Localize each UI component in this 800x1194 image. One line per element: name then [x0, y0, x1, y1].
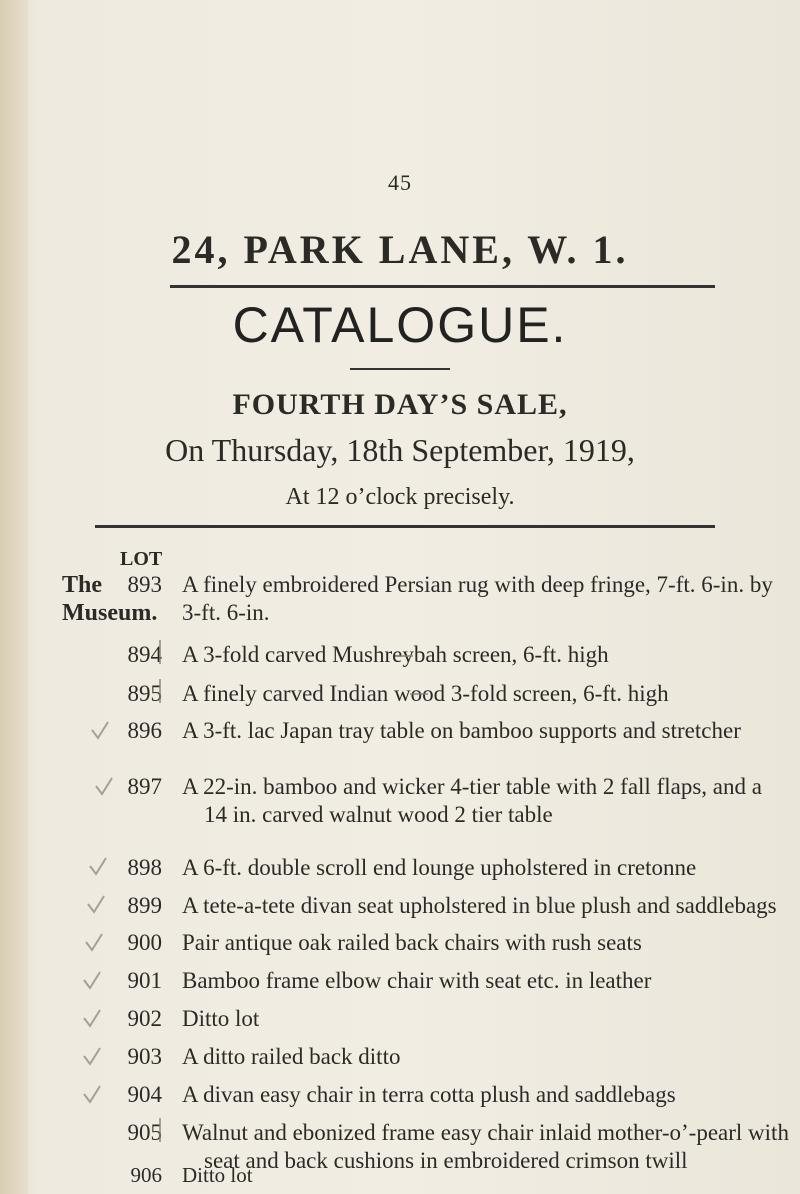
sale-address: 24, PARK LANE, W. 1.	[171, 227, 629, 272]
lot-number: 895	[127, 681, 162, 706]
pencil-tick	[88, 896, 104, 912]
lot-column-heading: LOT	[120, 548, 163, 570]
sale-title: FOURTH DAY’S SALE,	[232, 388, 568, 421]
pencil-tick	[84, 972, 100, 988]
lot-description: Bamboo frame elbow chair with seat etc. in leather	[182, 968, 652, 993]
lot-number: 905	[127, 1120, 162, 1145]
lot-description-cont: seat and back cushions in embroidered crimson twill	[204, 1148, 688, 1173]
lot-number: 900	[127, 930, 162, 955]
lot-number: 906	[130, 1163, 162, 1187]
lot-number: 898	[127, 855, 162, 880]
lot-description: A 6-ft. double scroll end lounge upholstered in cretonne	[182, 855, 697, 880]
lot-description: A 22-in. bamboo and wicker 4-tier table with 2 fall flaps, and a	[182, 774, 762, 799]
lot-number: 897	[127, 774, 162, 799]
top-rule	[170, 285, 715, 288]
pencil-tick	[90, 858, 106, 874]
lot-description: A divan easy chair in terra cotta plush and saddlebags	[182, 1082, 676, 1107]
lot-description: Ditto lot	[182, 1006, 260, 1031]
short-rule	[350, 368, 450, 370]
lot-number: 903	[127, 1044, 162, 1069]
lot-description: A 3-ft. lac Japan tray table on bamboo supports and stretcher	[182, 718, 741, 743]
lot-description-cont: 14 in. carved walnut wood 2 tier table	[204, 802, 553, 827]
lot-description: A finely carved Indian wood 3-fold screen, 6-ft. high	[182, 681, 669, 706]
lot-number: 901	[127, 968, 162, 993]
lot-number: 904	[127, 1082, 162, 1107]
sale-date: On Thursday, 18th September, 1919,	[165, 432, 635, 468]
lot-number: 893	[127, 572, 162, 597]
catalogue-title: CATALOGUE.	[232, 297, 568, 353]
pencil-tick	[86, 934, 102, 950]
pencil-tick	[84, 1086, 100, 1102]
lot-description: Walnut and ebonized frame easy chair inlaid mother-o’-pearl with	[182, 1120, 789, 1145]
lot-description: Ditto lot	[182, 1163, 253, 1187]
lot-description: A tete-a-tete divan seat upholstered in blue plush and saddlebags	[182, 893, 777, 918]
lot-description: Pair antique oak railed back chairs with rush seats	[182, 930, 642, 955]
buyer-note-line-2: Museum.	[62, 600, 158, 626]
pencil-tick	[96, 778, 112, 794]
pencil-tick	[92, 722, 108, 738]
section-rule	[95, 525, 715, 528]
lot-description: A ditto railed back ditto	[182, 1044, 401, 1069]
lot-number: 894	[127, 642, 162, 667]
lot-number: 902	[127, 1006, 162, 1031]
pencil-tick	[84, 1010, 100, 1026]
lot-number: 899	[127, 893, 162, 918]
lot-number: 896	[127, 718, 162, 743]
lot-description: A finely embroidered Persian rug with deep fringe, 7-ft. 6-in. by	[182, 572, 773, 597]
sale-time: At 12 o’clock precisely.	[285, 484, 515, 510]
page-number: 45	[388, 170, 412, 195]
pencil-tick	[84, 1048, 100, 1064]
lot-description-cont: 3-ft. 6-in.	[182, 600, 270, 625]
buyer-note-line-1: The	[62, 572, 103, 598]
lot-description: A 3-fold carved Mushreybah screen, 6-ft. high	[182, 642, 609, 667]
